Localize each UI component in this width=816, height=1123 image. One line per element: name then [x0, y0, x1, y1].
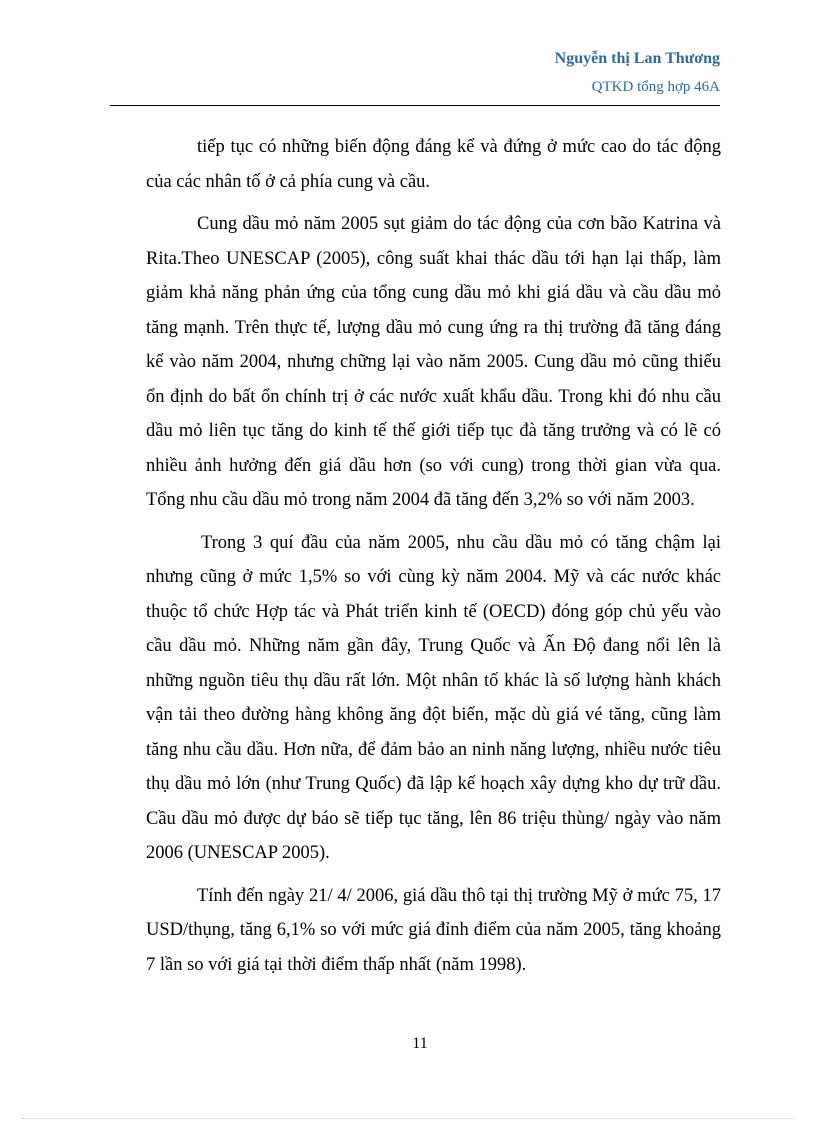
header-class: QTKD tổng hợp 46A — [591, 79, 720, 95]
body-text — [146, 130, 721, 990]
page-bottom-border — [22, 1118, 794, 1119]
paragraph-continuation: tiếp tục có những biến động đáng kể và đứng ở mức cao do tác động của các nhân tố ở cả phía cung và cầu. — [146, 137, 721, 192]
paragraph-oil-supply: Cung dầu mỏ năm 2005 sụt giảm do tác động của cơn bão Katrina và Rita.Theo UNESCAP (2005), công suất khai thác dầu tới hạn lại thấp, làm giảm khả năng phản ứng của tổng cung dầu mỏ khi giá dầu và cầu dầu mỏ tăng mạnh. Trên thực tế, lượng dầu mỏ cung ứng ra thị trường đã tăng đáng kể vào năm 2004, nhưng chững lại vào năm 2005. Cung dầu mỏ cũng thiếu ổn định do bất ổn chính trị ở các nước xuất khẩu dầu. Trong khi đó nhu cầu dầu mỏ liên tục tăng do kinh tế thế giới tiếp tục đà tăng trưởng và có lẽ có nhiều ảnh hưởng đến giá dầu hơn (so với cung) trong thời gian vừa qua. Tổng nhu cầu dầu mỏ trong năm 2004 đã tăng đến 3,2% so với năm 2003. — [146, 214, 721, 510]
header-author: Nguyễn thị Lan Thương — [554, 50, 720, 67]
paragraph-oil-price: Tính đến ngày 21/ 4/ 2006, giá dầu thô tại thị trường Mỹ ở mức 75, 17 USD/thụng, tăng 6,1% so với mức giá đỉnh điểm của năm 2005, tăng khoảng 7 lần so với giá tại thời điểm thấp nhất (năm 1998). — [146, 885, 721, 975]
paragraph-oil-demand: Trong 3 quí đầu của năm 2005, nhu cầu dầu mỏ có tăng chậm lại nhưng cũng ở mức 1,5% so với cùng kỳ năm 2004. Mỹ và các nước khác thuộc tổ chức Hợp tác và Phát triển kinh tế (OECD) đóng góp chủ yếu vào cầu dầu mỏ. Những năm gần đây, Trung Quốc và Ấn Độ đang nổi lên là những nguồn tiêu thụ dầu rất lớn. Một nhân tố khác là số lượng hành khách vận tải theo đường hàng không ăng đột biến, mặc dù giá vé tăng, cũng làm tăng nhu cầu dầu. Hơn nữa, để đảm bảo an ninh năng lượng, nhiều nước tiêu thụ dầu mỏ lớn (như Trung Quốc) đã lập kế hoạch xây dựng kho dự trữ dầu. Cầu dầu mỏ được dự báo sẽ tiếp tục tăng, lên 86 triệu thùng/ ngày vào năm 2006 (UNESCAP 2005). — [146, 532, 721, 863]
page-header — [555, 48, 720, 98]
header-rule — [110, 105, 720, 106]
page-number: 11 — [412, 1035, 428, 1052]
